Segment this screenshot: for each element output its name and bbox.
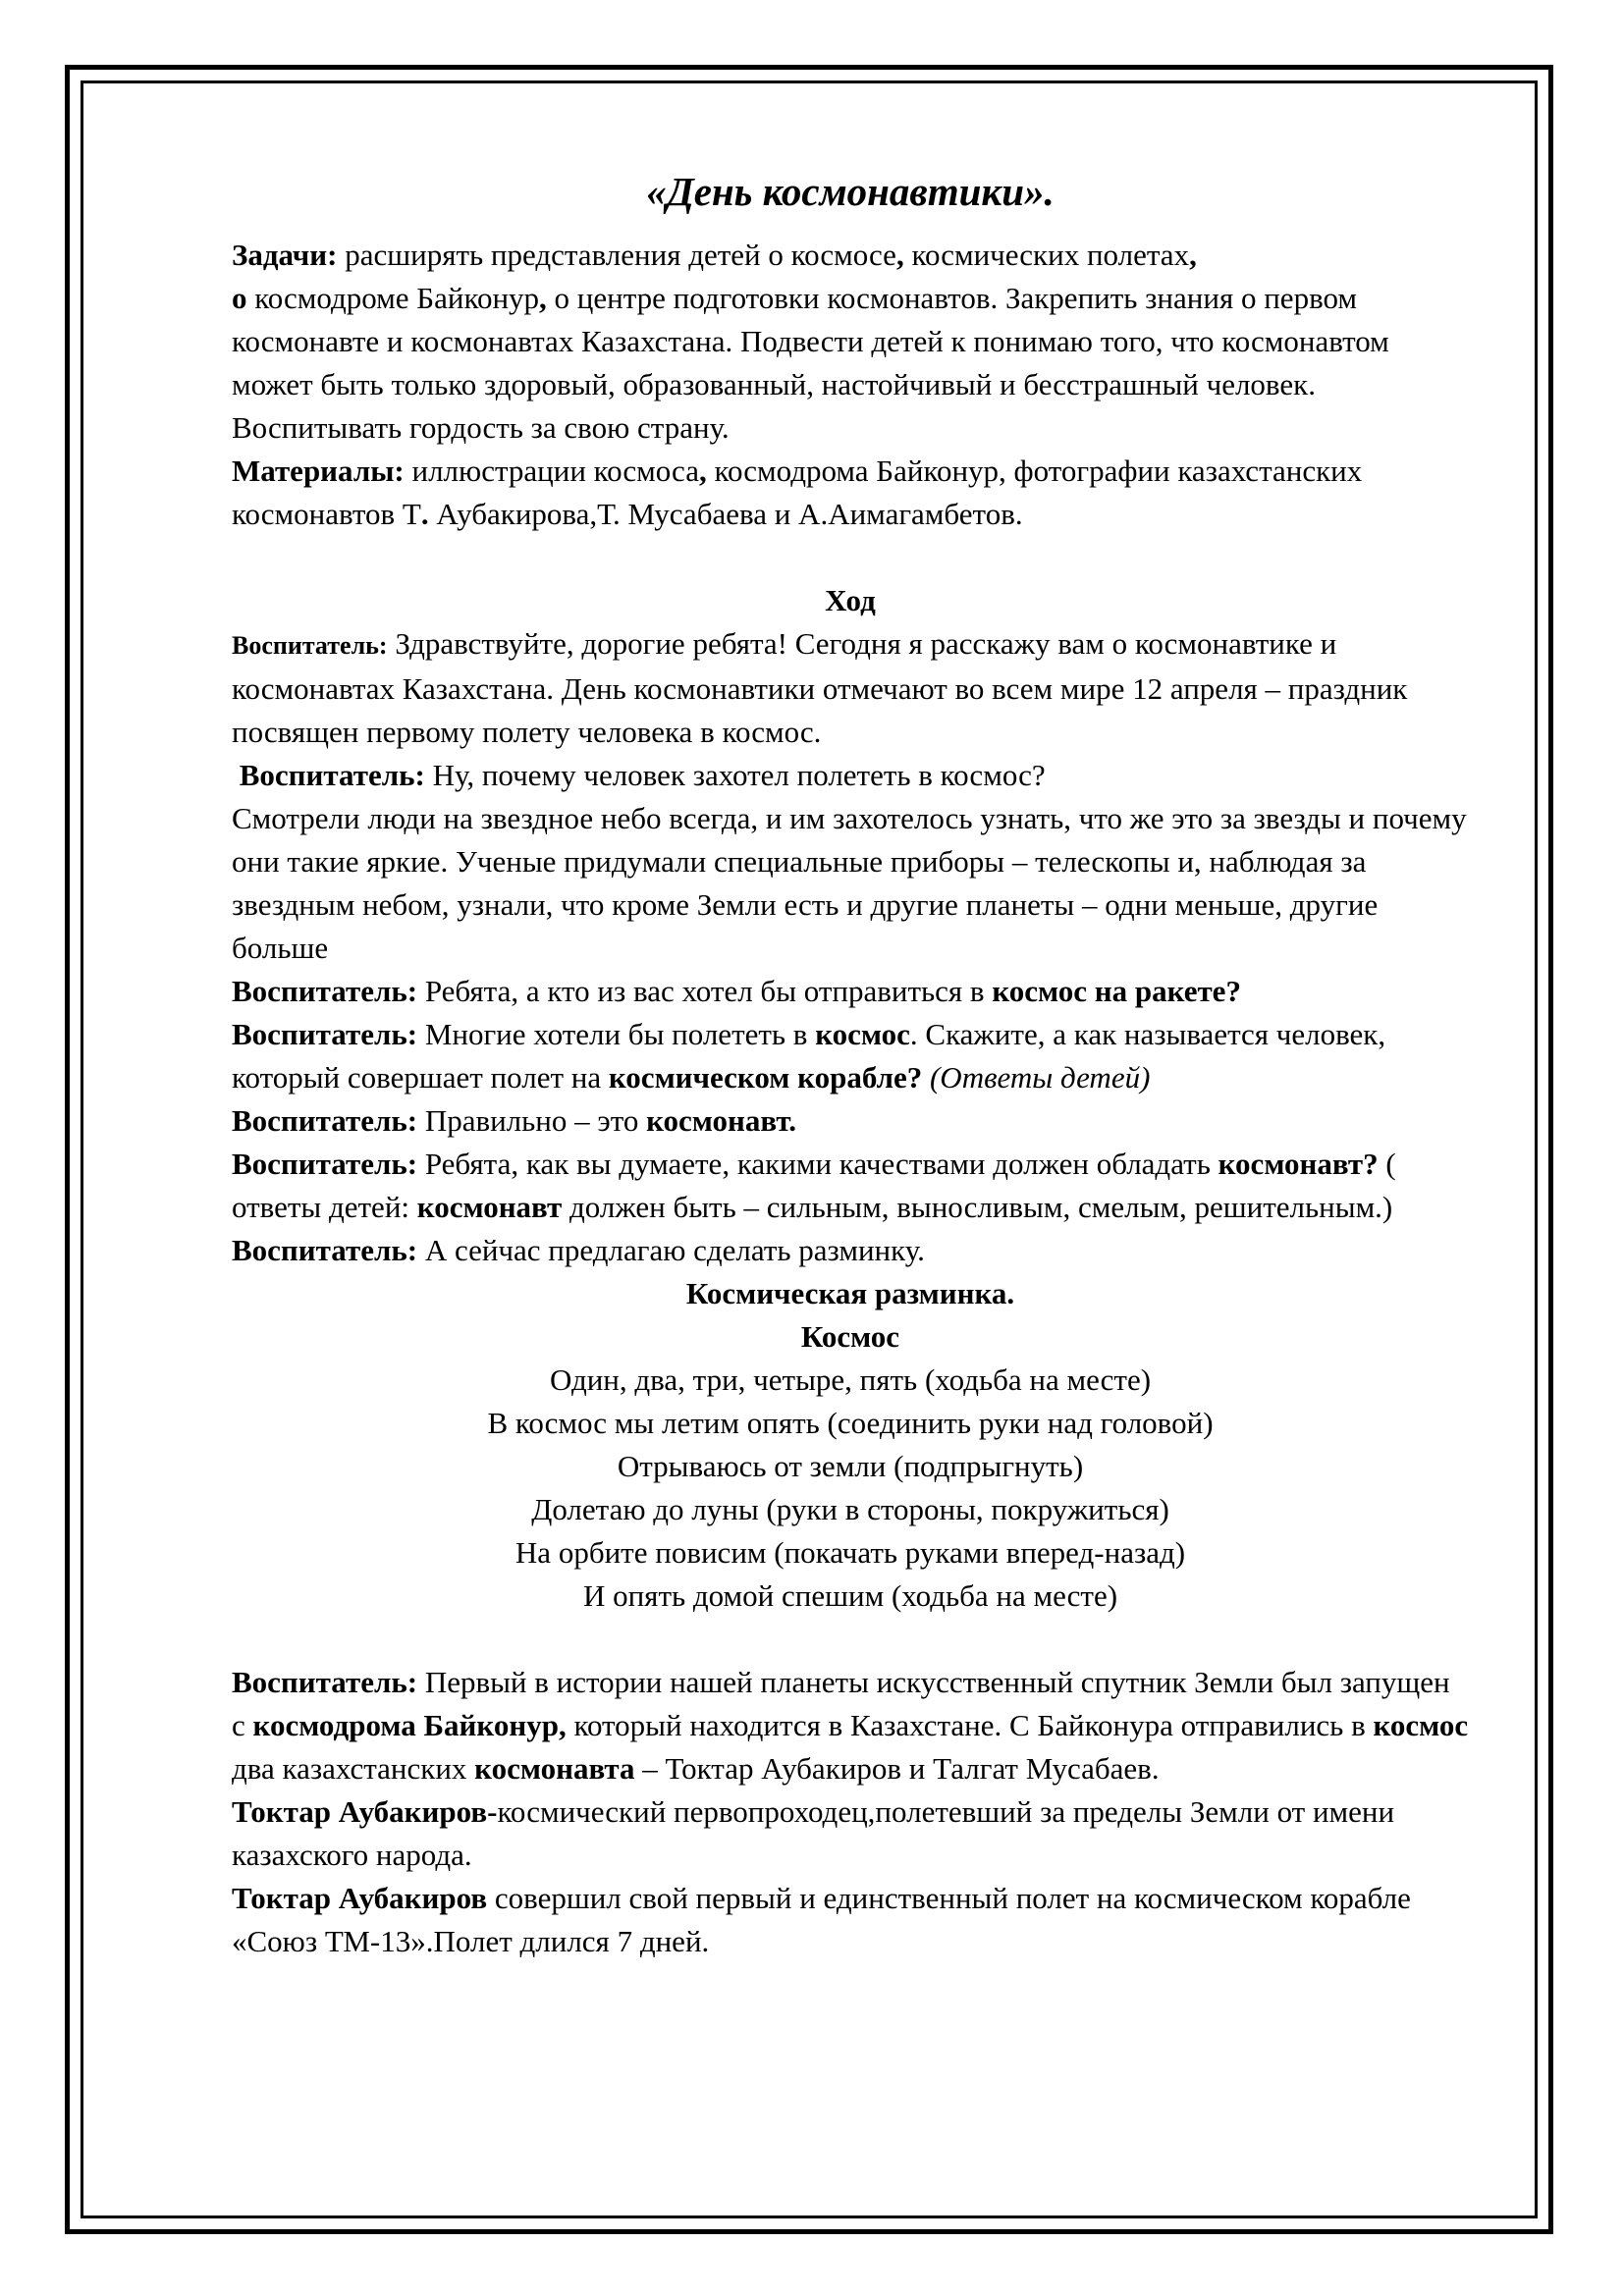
speaker-label: Воспитатель: bbox=[232, 1233, 418, 1267]
tasks-comma-1: , bbox=[895, 238, 904, 272]
section-heading: Ход bbox=[825, 583, 876, 617]
paragraph-2: Воспитатель: Ну, почему человек захотел полететь в космос? bbox=[239, 758, 1046, 792]
tasks-o: о bbox=[232, 281, 247, 315]
paragraph-11: Токтар Аубакиров совершил свой первый и единственный полет на космическом корабле «Союз ТМ-13».Полет длился 7 дней. bbox=[232, 1881, 1411, 1958]
speaker-label: Воспитатель: bbox=[232, 1103, 418, 1138]
paragraph-5: Воспитатель: Многие хотели бы полететь в космос. Скажите, а как называется человек, который совершает полет на космическом корабле? (Ответы детей) bbox=[232, 1017, 1386, 1095]
paragraph-10: Токтар Аубакиров-космический первопроходец,полетевший за пределы Земли от имени казахского народа. bbox=[232, 1794, 1395, 1872]
materials-paragraph bbox=[232, 450, 1469, 536]
paragraph-7: Воспитатель: Ребята, как вы думаете, какими качествами должен обладать космонавт? ( ответы детей: космонавт должен быть – сильным, выносливым, смелым, решительным.) bbox=[232, 1147, 1396, 1224]
paragraph-4: Воспитатель: Ребята, а кто из вас хотел бы отправиться в космос на ракете? bbox=[232, 974, 1241, 1008]
paragraph-6: Воспитатель: Правильно – это космонавт. bbox=[232, 1103, 796, 1138]
paragraph-9: Воспитатель: Первый в истории нашей планеты искусственный спутник Земли был запущен с космодрома Байконур, который находится в Казахстане. С Байконура отправились в космос два казахстанских космонавта – Токтар Аубакиров и Талгат Мусабаев. bbox=[232, 1665, 1469, 1786]
poem-line: Отрываюсь от земли (подпрыгнуть) bbox=[617, 1449, 1084, 1483]
tasks-paragraph bbox=[232, 234, 1469, 450]
speaker-label: Воспитатель: bbox=[232, 1665, 418, 1699]
paragraph-3: Смотрели люди на звездное небо всегда, и им захотелось узнать, что же это за звезды и почему они такие яркие. Ученые придумали специальные приборы – телескопы и, наблюдая за звездным небом, узнали, что кроме Земли есть и другие планеты – одни меньше, другие больше bbox=[232, 801, 1467, 965]
speaker-label: Воспитатель: bbox=[232, 631, 388, 660]
warmup-title: Космическая разминка. bbox=[685, 1276, 1015, 1310]
tasks-label: Задачи: bbox=[232, 238, 338, 272]
tasks-comma-3: , bbox=[539, 281, 547, 315]
tasks-comma-2: , bbox=[1189, 238, 1197, 272]
tasks-text-4: о центре подготовки космонавтов. Закрепить знания о первом космонавте и космонавтах Казахстана. Подвести детей к понимаю того, что космонавтом может быть только здоровый, образованный, настойчивый и бесстрашный человек. Воспитывать гордость за свою страну. bbox=[232, 281, 1389, 445]
materials-text-3: Аубакирова,Т. Мусабаева и А.Аимагамбетов. bbox=[428, 497, 1023, 531]
materials-text-2: космодрома Байконур, фотографии казахстанских космонавтов Т bbox=[232, 454, 1363, 531]
document-body bbox=[232, 147, 1469, 1963]
paragraph-8: Воспитатель: А сейчас предлагаю сделать разминку. bbox=[232, 1233, 925, 1267]
materials-text-1: иллюстрации космоса bbox=[404, 454, 699, 488]
materials-label: Материалы: bbox=[232, 454, 405, 488]
paragraph-1: Воспитатель: Здравствуйте, дорогие ребята! Сегодня я расскажу вам о космонавтике и космонавтах Казахстана. День космонавтики отмечают во всем мире 12 апреля – праздник посвящен первому полету человека в космос. bbox=[232, 626, 1408, 749]
poem-line: На орбите повисим (покачать руками вперед-назад) bbox=[514, 1535, 1186, 1570]
poem-line: Один, два, три, четыре, пять (ходьба на месте) bbox=[549, 1362, 1152, 1397]
materials-comma: , bbox=[698, 454, 707, 488]
poem-title: Космос bbox=[800, 1319, 900, 1354]
tasks-text-2: космических полетах bbox=[903, 238, 1190, 272]
speaker-label: Воспитатель: bbox=[232, 974, 418, 1008]
speaker-label: Воспитатель: bbox=[232, 1017, 418, 1051]
materials-dot: . bbox=[420, 497, 429, 531]
tasks-text-3: космодроме Байконур bbox=[246, 281, 540, 315]
speaker-label: Воспитатель: bbox=[232, 1147, 418, 1181]
poem-line: В космос мы летим опять (соединить руки над головой) bbox=[487, 1406, 1214, 1440]
document-title: «День космонавтики». bbox=[646, 169, 1055, 214]
tasks-text-1: расширять представления детей о космосе bbox=[337, 238, 896, 272]
poem-line: И опять домой спешим (ходьба на месте) bbox=[582, 1578, 1118, 1613]
speaker-label: Воспитатель: bbox=[239, 758, 425, 792]
poem-line: Долетаю до луны (руки в стороны, покружиться) bbox=[531, 1492, 1169, 1526]
